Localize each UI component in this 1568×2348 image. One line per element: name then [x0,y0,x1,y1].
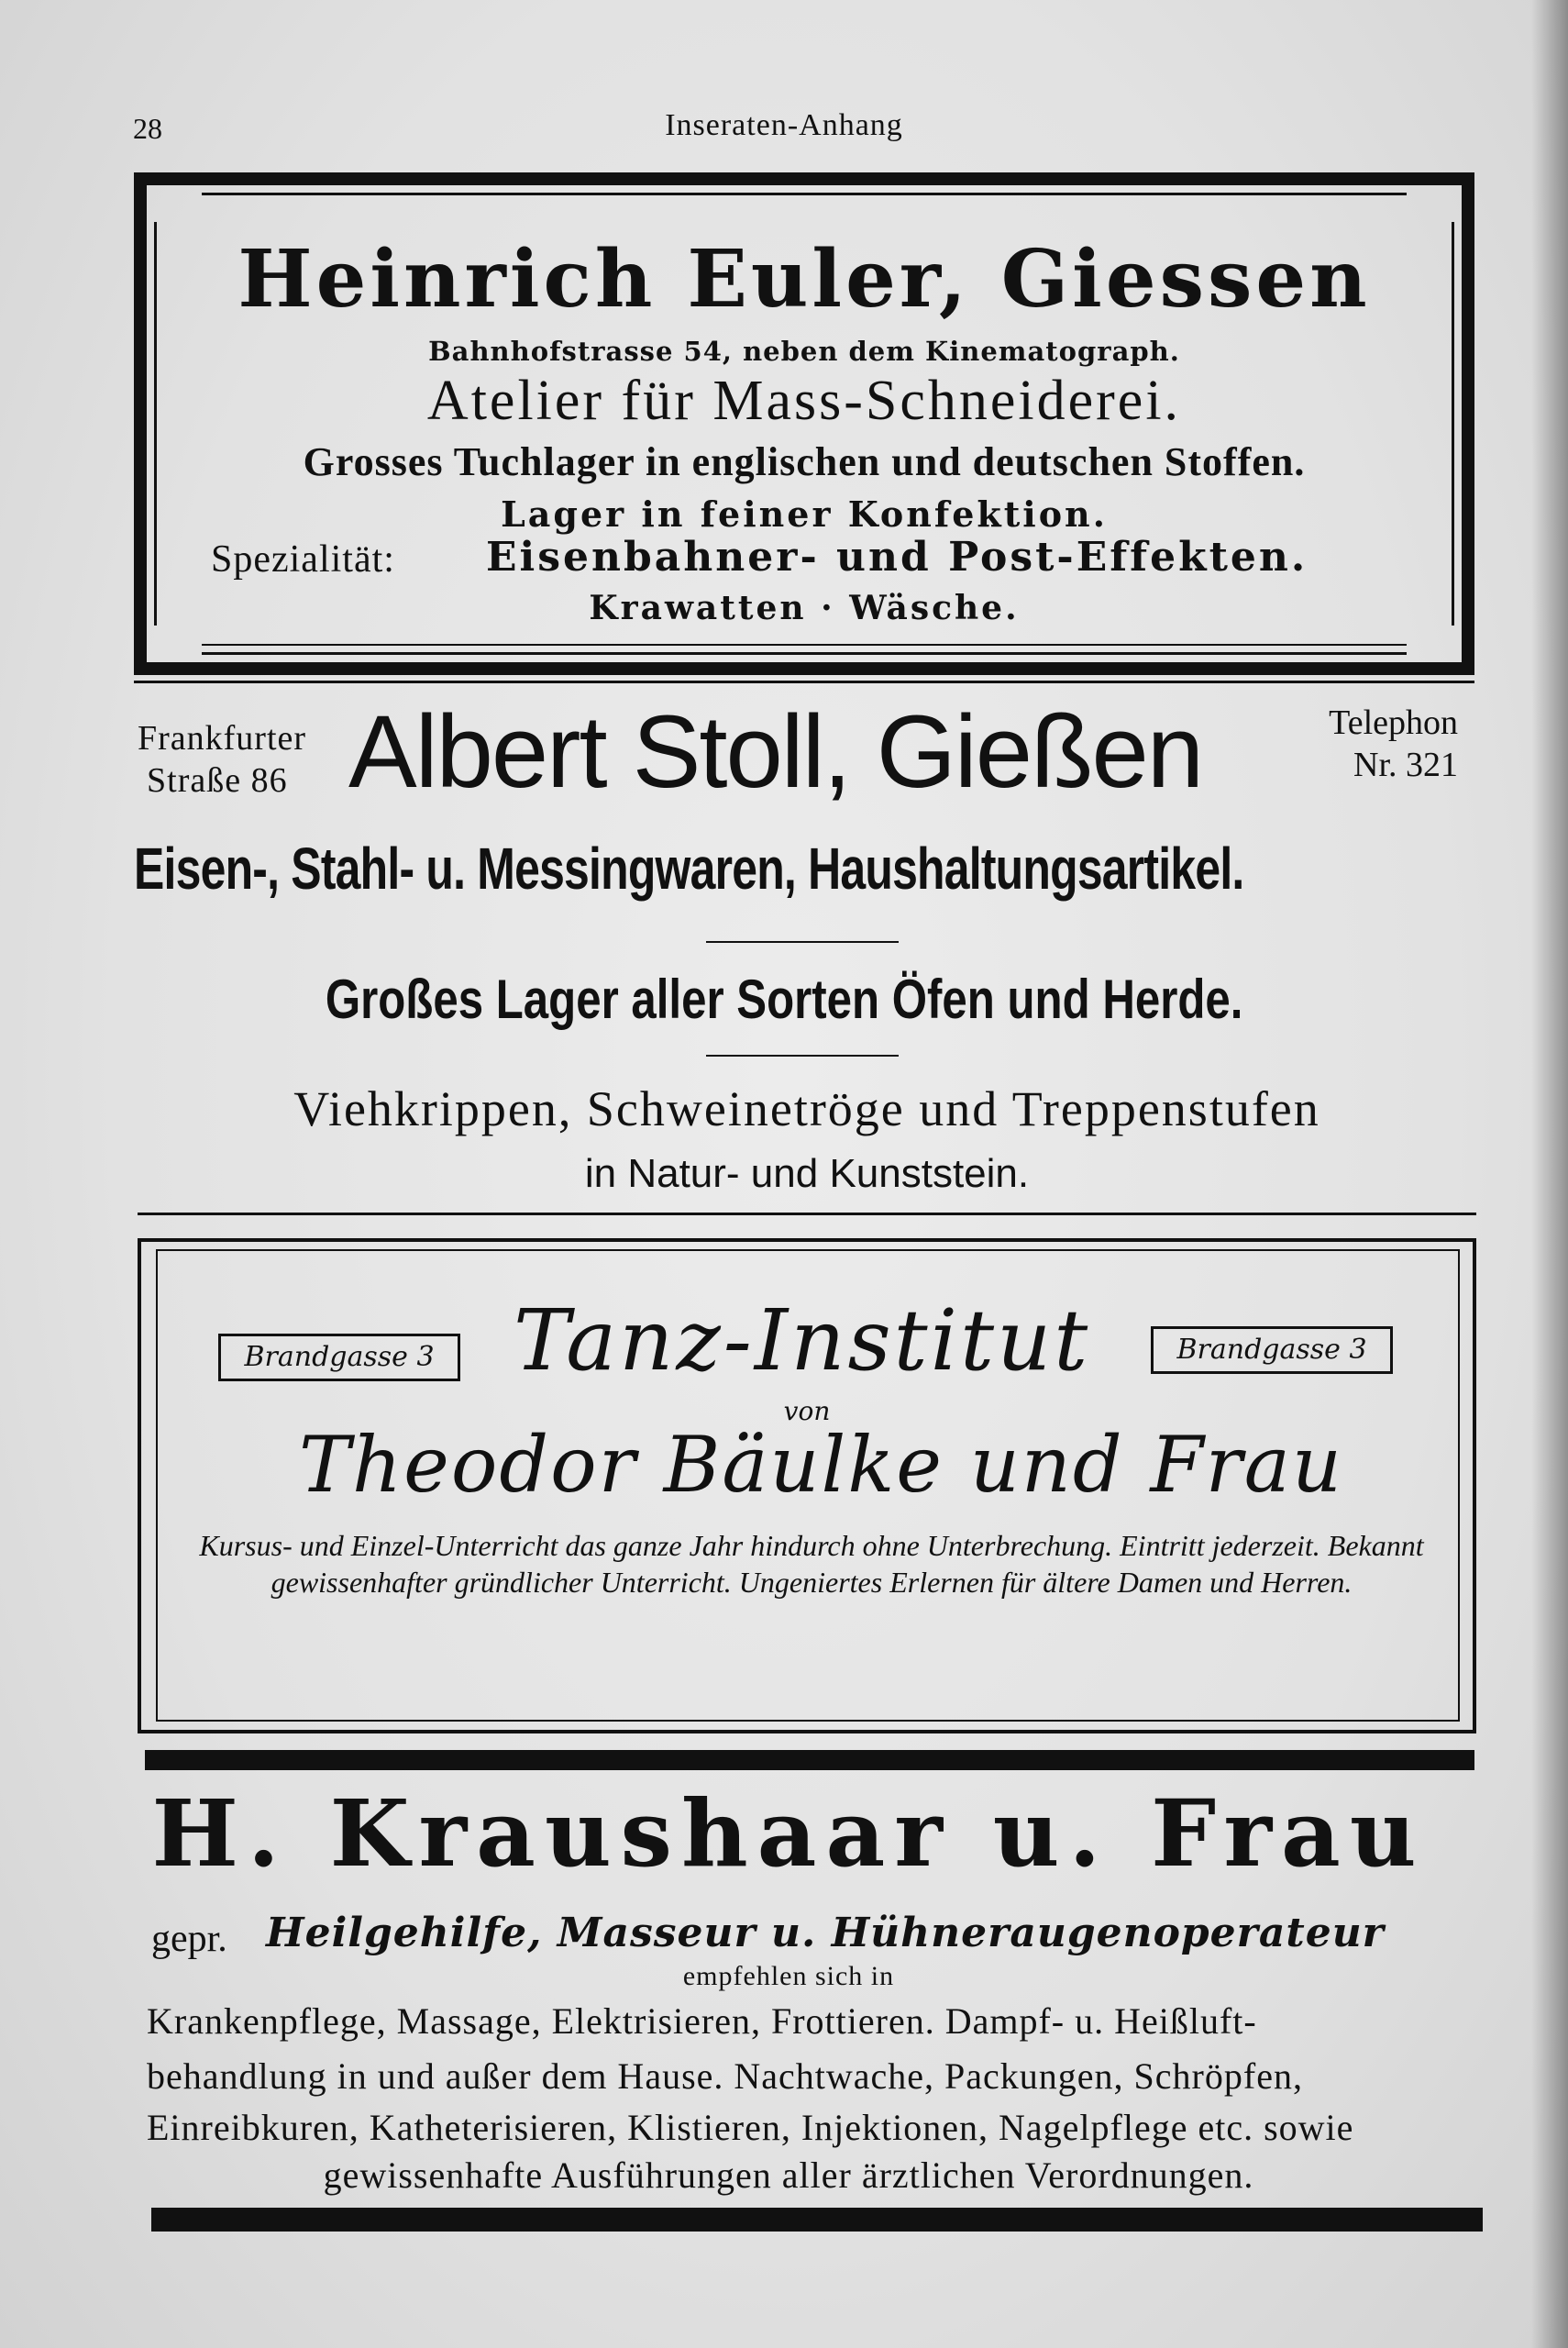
tanz-title: Tanz-Institut [513,1291,1091,1390]
stoll-street-line2: Straße 86 [147,761,288,800]
kraushaar-bottom-bar [151,2208,1483,2232]
tanz-address-right: Brandgasse 3 [1151,1326,1393,1374]
kraushaar-top-bar [145,1750,1474,1770]
stoll-lager: Großes Lager aller Sorten Öfen und Herde. [325,969,1243,1030]
euler-spezialitaet-label: Spezialität: [211,538,395,581]
stoll-divider-1 [706,941,899,943]
frame-line-bottom-inner [202,644,1407,646]
frame-line-bottom [202,652,1407,655]
stoll-address [138,717,306,802]
kraushaar-gepr: gepr. [151,1918,227,1960]
stoll-name: Albert Stoll, Gießen [348,694,1203,809]
kraushaar-line-2: behandlung in und außer dem Hause. Nachtwache, Packungen, Schröpfen, [147,2055,1303,2097]
tanz-top-rule [138,1213,1476,1215]
kraushaar-line-4: gewissenhafte Ausführungen aller ärztlichen Verordnungen. [323,2154,1254,2196]
kraushaar-title: H. Kraushaar u. Frau [151,1779,1426,1888]
stoll-phone [1265,702,1458,786]
stoll-phone-line2: Nr. 321 [1353,746,1458,784]
tanz-text: Kursus- und Einzel-Unterricht das ganze Jahr hindurch ohne Unterbrechung. Eintritt jederzeit. Bekannt gewissenhafter gründlicher Unterricht. Ungeniertes Erlernen für ältere Damen und Herren. [199,1529,1424,1599]
stoll-phone-line1: Telephon [1329,703,1458,742]
kraushaar-subtitle: Heilgehilfe, Masseur u. Hühneraugenoperateur [266,1910,1385,1956]
page-number: 28 [133,112,162,145]
euler-krawatten: Krawatten · Wäsche. [589,589,1020,627]
stoll-street-line1: Frankfurter [138,719,307,758]
kraushaar-line-1: Krankenpflege, Massage, Elektrisieren, Frottieren. Dampf- u. Heißluft- [147,2000,1257,2042]
euler-spezialitaet-value: Eisenbahner- und Post-Effekten. [486,534,1309,581]
running-head: Inseraten-Anhang [665,108,903,142]
kraushaar-subtitle-row [151,1908,1481,1963]
kraushaar-line-3: Einreibkuren, Katheterisieren, Klistieren, Injektionen, Nagelpflege etc. sowie [147,2107,1354,2148]
euler-address: Bahnhofstrasse 54, neben dem Kinematograph. [428,336,1180,367]
stoll-natur: in Natur- und Kunststein. [584,1151,1030,1196]
stoll-divider-2 [706,1055,899,1057]
stoll-lager-wrap [0,968,1568,1031]
euler-atelier: Atelier für Mass-Schneiderei. [426,370,1182,432]
tanz-owner: Theodor Bäulke und Frau [299,1420,1343,1510]
stoll-vieh: Viehkrippen, Schweinetröge und Treppenstufen [293,1081,1320,1136]
tanz-von: von [783,1396,831,1426]
tanz-address-left: Brandgasse 3 [218,1334,460,1381]
separator-rule [134,681,1474,683]
euler-title: Heinrich Euler, Giessen [237,233,1371,326]
stoll-products: Eisen-, Stahl- u. Messingwaren, Haushaltungsartikel. [134,836,1244,902]
euler-tuchlager: Grosses Tuchlager in englischen und deutschen Stoffen. [303,439,1306,484]
frame-line-top [202,193,1407,195]
euler-lager: Lager in feiner Konfektion. [501,493,1108,535]
kraushaar-empfehlen: empfehlen sich in [682,1961,895,1991]
euler-spezialitaet-row [211,534,1407,589]
ad-euler-frame [134,172,1474,675]
